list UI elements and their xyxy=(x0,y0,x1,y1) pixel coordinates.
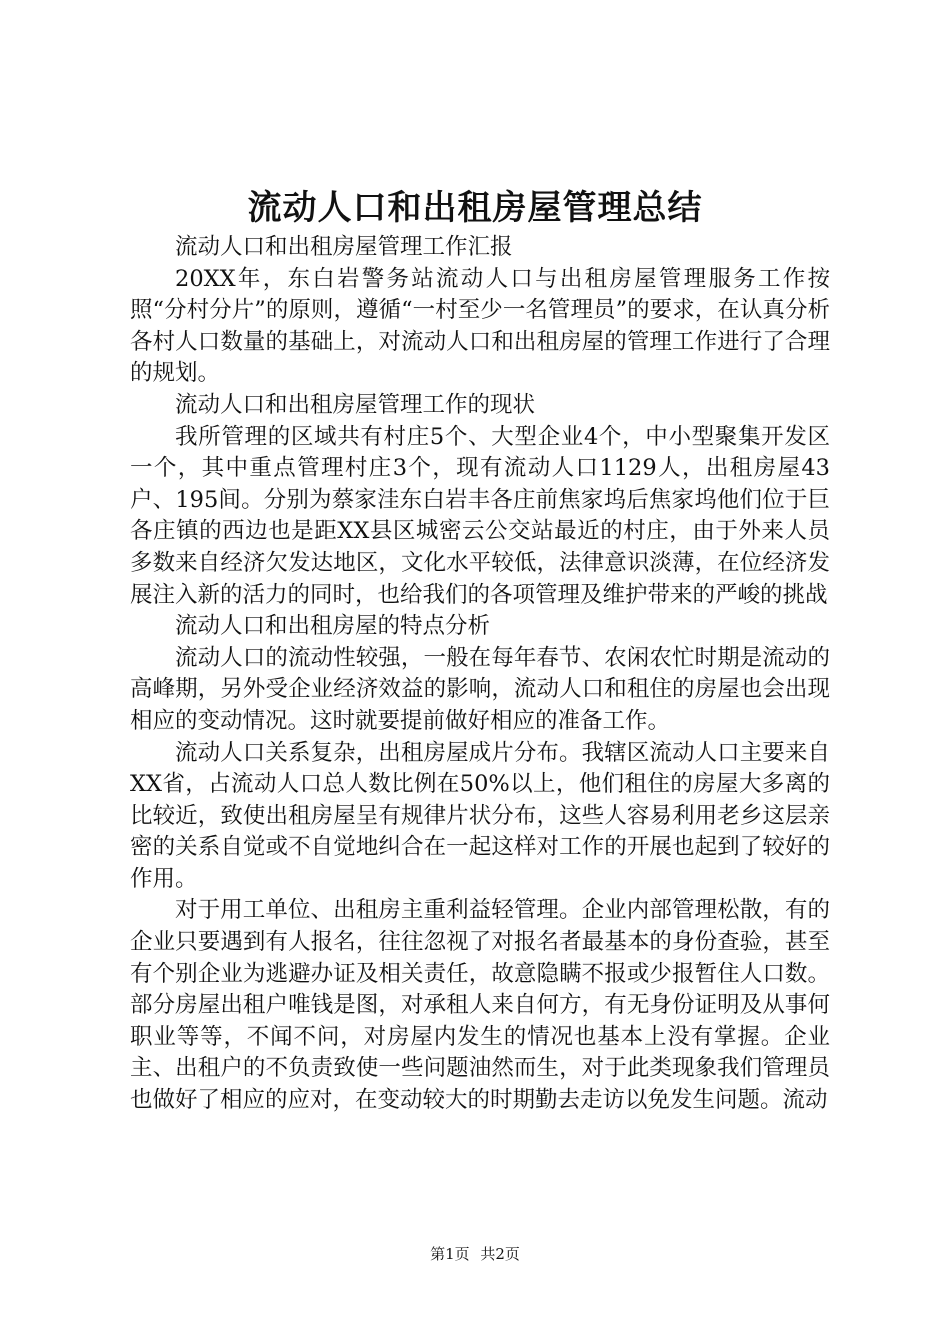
page-footer xyxy=(0,1244,950,1264)
section-heading: 流动人口和出租房屋管理工作的现状 xyxy=(175,391,536,418)
page-total: 共2页 xyxy=(480,1245,520,1263)
page-number: 第1页 xyxy=(430,1245,470,1263)
document-title: 流动人口和出租房屋管理总结 xyxy=(247,188,703,228)
paragraph: 我所管理的区域共有村庄5个、大型企业4个，中小型聚集开发区一个，其中重点管理村庄3个，现有流动人口1129人，出租房屋43户、195间。分别为蔡家洼东白岩丰各庄前焦家坞后焦家坞他们位于巨各庄镇的西边也是距XX县区城密云公交站最近的村庄，由于外来人员多数来自经济欠发达地区，文化水平较低，法律意识淡薄，在位经济发展注入新的活力的同时，也给我们的各项管理及维护带来的严峻的挑战 xyxy=(130,423,830,608)
paragraph: 流动人口的流动性较强，一般在每年春节、农闲农忙时期是流动的高峰期，另外受企业经济效益的影响，流动人口和租住的房屋也会出现相应的变动情况。这时就要提前做好相应的准备工作。 xyxy=(130,644,830,734)
paragraph: 流动人口关系复杂，出租房屋成片分布。我辖区流动人口主要来自XX省，占流动人口总人数比例在50%以上，他们租住的房屋大多离的比较近，致使出租房屋呈有规律片状分布，这些人容易利用老乡这层亲密的关系自觉或不自觉地纠合在一起这样对工作的开展也起到了较好的作用。 xyxy=(130,739,830,892)
paragraph: 对于用工单位、出租房主重利益轻管理。企业内部管理松散，有的企业只要遇到有人报名，往往忽视了对报名者最基本的身份查验，甚至有个别企业为逃避办证及相关责任，故意隐瞒不报或少报暂住人口数。部分房屋出租户唯钱是图，对承租人来自何方，有无身份证明及从事何职业等等，不闻不问，对房屋内发生的情况也基本上没有掌握。企业主、出租户的不负责致使一些问题油然而生，对于此类现象我们管理员也做好了相应的应对，在变动较大的时期勤去走访以免发生问题。流动 xyxy=(130,897,830,1114)
section-heading: 流动人口和出租房屋的特点分析 xyxy=(175,613,491,640)
document-body xyxy=(130,232,830,1117)
section-heading: 流动人口和出租房屋管理工作汇报 xyxy=(175,234,513,260)
paragraph: 20XX年，东白岩警务站流动人口与出租房屋管理服务工作按照“分村分片”的原则，遵循“一村至少一名管理员”的要求，在认真分析各村人口数量的基础上，对流动人口和出租房屋的管理工作进行了合理的规划。 xyxy=(130,265,830,387)
